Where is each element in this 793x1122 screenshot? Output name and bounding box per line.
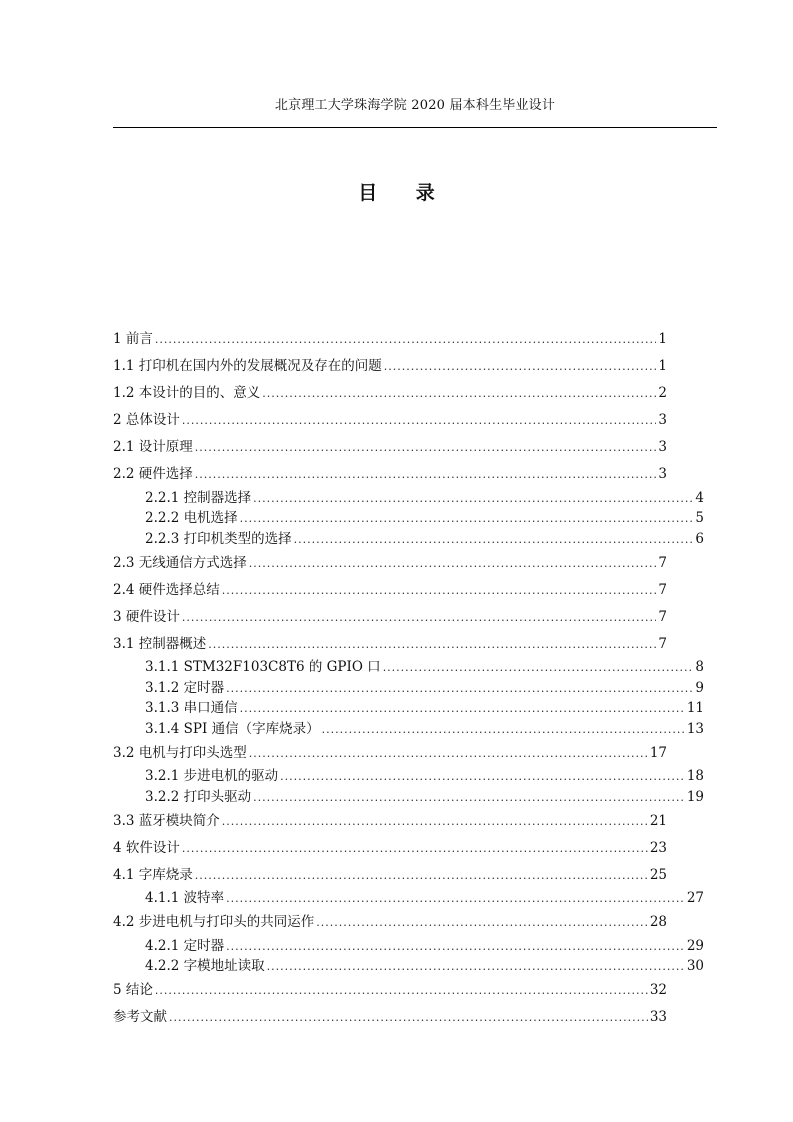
toc-entry-label: 2.2.2 电机选择	[145, 510, 238, 527]
toc-entry[interactable]	[113, 936, 704, 957]
toc-entry-page: 8	[695, 659, 704, 676]
toc-entry-label: 4.2 步进电机与打印头的共同运作	[113, 914, 315, 930]
toc-entry-page: 7	[658, 581, 667, 598]
toc-entry-label: 3.1.1 STM32F103C8T6 的 GPIO 口	[145, 659, 381, 676]
toc-entry[interactable]	[113, 862, 667, 889]
toc-leader-dots	[155, 981, 648, 1000]
toc-leader-dots	[195, 866, 648, 885]
toc-entry[interactable]	[113, 787, 704, 808]
toc-entry-label: 4.2.1 定时器	[145, 937, 225, 954]
toc-entry-page: 7	[658, 608, 667, 625]
toc-entry-label: 2.2.3 打印机类型的选择	[145, 530, 292, 547]
toc-entry-label: 3.1 控制器概述	[113, 635, 207, 652]
toc-entry[interactable]	[113, 699, 704, 720]
toc-entry[interactable]	[113, 434, 667, 461]
toc-leader-dots	[226, 889, 685, 908]
toc-leader-dots	[155, 330, 657, 349]
toc-leader-dots	[316, 913, 648, 932]
toc-entry[interactable]	[113, 461, 667, 488]
toc-entry-page: 3	[658, 466, 667, 482]
toc-entry-page: 5	[695, 510, 704, 527]
toc-entry[interactable]	[113, 835, 667, 862]
toc-entry[interactable]	[113, 1004, 667, 1031]
toc-entry-label: 3.2.2 打印头驱动	[145, 788, 252, 805]
toc-entry-page: 4	[695, 489, 704, 506]
toc-entry-page: 28	[649, 914, 667, 930]
toc-leader-dots	[249, 744, 648, 763]
toc-entry-page: 17	[649, 744, 667, 761]
toc-entry-label: 2.4 硬件选择总结	[113, 581, 220, 598]
toc-entry[interactable]	[113, 767, 704, 788]
toc-entry-label: 4.2.2 字模地址读取	[145, 958, 265, 975]
toc-leader-dots	[240, 509, 694, 528]
toc-entry[interactable]	[113, 719, 704, 740]
toc-entry-label: 4 软件设计	[113, 839, 180, 856]
toc-entry-label: 1.2 本设计的目的、意义	[113, 385, 261, 401]
toc-entry[interactable]	[113, 631, 667, 658]
toc-entry[interactable]	[113, 977, 667, 1004]
toc-leader-dots	[182, 411, 657, 430]
toc-entry-page: 32	[649, 982, 667, 998]
toc-leader-dots	[249, 554, 657, 573]
toc-leader-dots	[240, 699, 685, 718]
page-title: 目 录	[358, 182, 451, 204]
toc-leader-dots	[294, 530, 694, 549]
toc-entry-label: 5 结论	[113, 982, 153, 998]
toc-entry-label: 3.1.4 SPI 通信（字库烧录）	[145, 720, 320, 737]
toc-entry[interactable]	[113, 577, 667, 604]
toc-leader-dots	[182, 608, 657, 627]
toc-entry-page: 7	[658, 635, 667, 652]
toc-entry-page: 23	[649, 839, 667, 856]
toc-entry-label: 参考文献	[113, 1009, 167, 1025]
toc-leader-dots	[226, 937, 685, 956]
toc-entry-label: 4.1 字库烧录	[113, 866, 193, 883]
toc-entry[interactable]	[113, 529, 704, 550]
toc-entry[interactable]	[113, 509, 704, 530]
toc-leader-dots	[384, 357, 657, 376]
toc-entry-label: 2.3 无线通信方式选择	[113, 554, 247, 571]
toc-entry-page: 21	[649, 812, 667, 829]
toc-entry[interactable]	[113, 326, 667, 353]
toc-entry-label: 4.1.1 波特率	[145, 890, 225, 907]
toc-entry-label: 3.1.3 串口通信	[145, 700, 238, 717]
toc-leader-dots	[262, 384, 656, 403]
toc-leader-dots	[195, 465, 657, 484]
toc-entry-label: 2.1 设计原理	[113, 439, 193, 455]
toc-entry-label: 2.2.1 控制器选择	[145, 489, 252, 506]
toc-entry-label: 3.1.2 定时器	[145, 679, 225, 696]
toc-entry[interactable]	[113, 889, 704, 910]
toc-entry[interactable]	[113, 909, 667, 936]
toc-leader-dots	[280, 767, 685, 786]
toc-entry[interactable]	[113, 678, 704, 699]
toc-entry-page: 3	[658, 412, 667, 428]
toc-entry-page: 30	[686, 958, 704, 975]
toc-entry-page: 11	[686, 700, 704, 717]
toc-entry-page: 27	[686, 890, 704, 907]
toc-leader-dots	[267, 957, 685, 976]
toc-entry-page: 33	[649, 1009, 667, 1025]
toc-entry-label: 2.2 硬件选择	[113, 466, 193, 482]
toc-entry-page: 2	[658, 385, 667, 401]
toc-entry[interactable]	[113, 957, 704, 978]
toc-entry-page: 18	[686, 768, 704, 785]
toc-entry-page: 7	[658, 554, 667, 571]
table-of-contents	[113, 326, 717, 1031]
toc-leader-dots	[169, 1008, 648, 1027]
toc-entry-page: 9	[695, 679, 704, 696]
toc-entry-page: 13	[686, 720, 704, 737]
toc-leader-dots	[195, 438, 657, 457]
toc-entry-label: 3.2.1 步进电机的驱动	[145, 768, 279, 785]
toc-leader-dots	[383, 658, 694, 677]
toc-entry-label: 3.2 电机与打印头选型	[113, 744, 247, 761]
toc-leader-dots	[222, 581, 657, 600]
toc-entry-label: 2 总体设计	[113, 412, 180, 428]
toc-entry-page: 1	[658, 331, 667, 347]
toc-leader-dots	[222, 812, 648, 831]
toc-entry-label: 1 前言	[113, 331, 153, 347]
toc-entry-page: 25	[649, 866, 667, 883]
toc-leader-dots	[322, 720, 685, 739]
toc-leader-dots	[182, 839, 648, 858]
toc-leader-dots	[226, 679, 693, 698]
toc-entry[interactable]	[113, 808, 667, 835]
page-header: 北京理工大学珠海学院 2020 届本科生毕业设计	[274, 98, 556, 113]
toc-entry[interactable]	[113, 488, 704, 509]
toc-leader-dots	[253, 788, 685, 807]
toc-entry-page: 19	[686, 788, 704, 805]
toc-entry-page: 6	[695, 530, 704, 547]
toc-entry-label: 3 硬件设计	[113, 608, 180, 625]
toc-entry[interactable]	[113, 550, 667, 577]
toc-leader-dots	[253, 489, 693, 508]
toc-entry[interactable]	[113, 353, 667, 380]
toc-entry-page: 29	[686, 937, 704, 954]
toc-entry-label: 3.3 蓝牙模块简介	[113, 812, 220, 829]
toc-leader-dots	[208, 635, 656, 654]
header-rule	[113, 127, 717, 128]
toc-entry-page: 3	[658, 439, 667, 455]
toc-entry[interactable]	[113, 740, 667, 767]
toc-entry[interactable]	[113, 604, 667, 631]
toc-entry[interactable]	[113, 407, 667, 434]
toc-entry[interactable]	[113, 380, 667, 407]
toc-entry-label: 1.1 打印机在国内外的发展概况及存在的问题	[113, 358, 382, 374]
toc-entry[interactable]	[113, 658, 704, 679]
toc-entry-page: 1	[658, 358, 667, 374]
